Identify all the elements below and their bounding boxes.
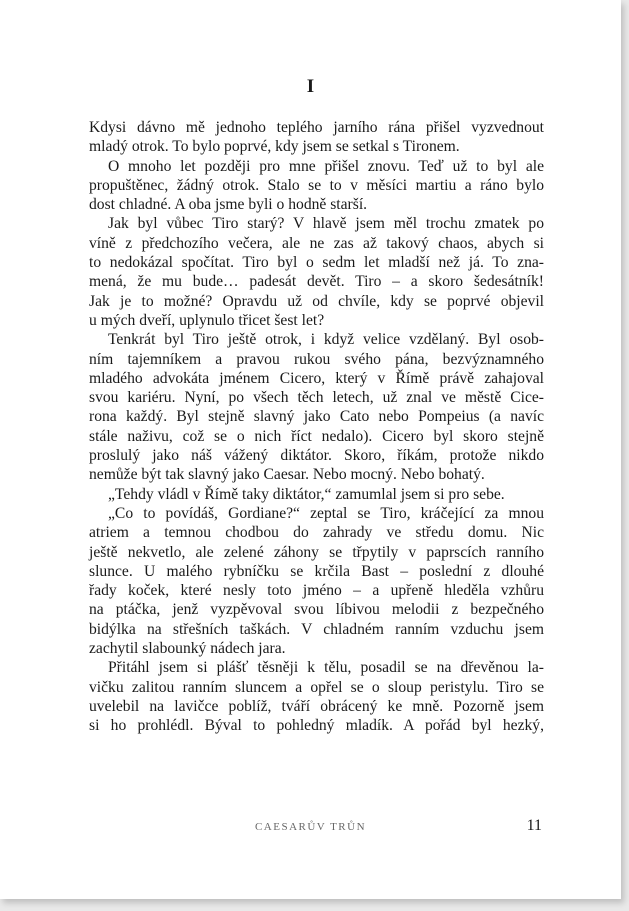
text-line: „Tehdy vládl v Římě taky diktátor,“ zamumlal jsem si pro sebe.: [108, 485, 505, 503]
text-line: Jak je to možné? Opravdu už od chvíle, kdy se poprvé objevil: [89, 292, 544, 310]
text-line: atriem a temnou chodbou do zahrady ve středu domu. Nic: [89, 524, 544, 542]
text-line: mladý otrok. To bylo poprvé, kdy jsem se setkal s Tironem.: [89, 138, 460, 156]
text-line: mená, že mu bude… padesát devět. Tiro – a skoro šedesátník!: [89, 273, 544, 291]
text-line: uvelebil na lavičce poblíž, tváří obrácený ke mně. Pozorně jsem: [89, 697, 544, 715]
text-line: bidýlka na střešních taškách. V chladném ranním vzduchu jsem: [89, 620, 544, 638]
text-line: proslulý jako náš vážený diktátor. Skoro, říkám, protože nikdo: [89, 447, 544, 465]
body-text: [89, 118, 544, 736]
running-footer-title: CAESARŮV TRŮN: [254, 821, 367, 833]
text-line: Kdysi dávno mě jednoho teplého jarního rána přišel vyzvednout: [89, 119, 544, 136]
text-line: nemůže být tak slavný jako Caesar. Nebo mocný. Nebo bohatý.: [89, 466, 485, 484]
page-number: 11: [526, 817, 542, 834]
text-line: O mnoho let později pro mne přišel znovu. Teď už to byl ale: [108, 157, 544, 175]
text-line: rona každý. Byl stejně slavný jako Cato nebo Pompeius (a navíc: [89, 408, 544, 426]
text-line: na ptáčka, jenž vyzpěvoval svou líbivou melodii z bezpečného: [89, 601, 544, 619]
text-line: stále naživu, což se o nich říct nedalo). Cicero byl skoro stejně: [89, 427, 544, 445]
text-line: „Co to povídáš, Gordiane?“ zeptal se Tiro, kráčející za mnou: [108, 504, 544, 522]
text-line: vičku zalitou ranním sluncem a opřel se o sloup peristylu. Tiro se: [89, 678, 544, 696]
text-line: mladého advokáta jménem Cicero, který v Římě právě zahajoval: [89, 369, 544, 387]
text-line: ním tajemníkem a pravou rukou svého pána, bezvýznamného: [89, 350, 544, 368]
text-line: řady koček, které nesly toto jméno – a upřeně hleděla vzhůru: [89, 582, 544, 600]
text-line: Přitáhl jsem si plášť těsněji k tělu, posadil se na dřevěnou la-: [108, 659, 544, 677]
text-line: u mých dveří, uplynulo třicet šest let?: [89, 311, 325, 329]
text-line: slunce. U malého rybníčku se krčila Bast – poslední z dlouhé: [89, 562, 544, 580]
text-line: ještě nekvetlo, ale zelené záhony se třpytily v paprscích ranního: [89, 543, 544, 561]
text-line: dost chladné. A oba jsme byli o hodně starší.: [89, 196, 368, 214]
text-line: zachytil slabounký nádech jara.: [89, 640, 286, 658]
text-line: víně z předchozího večera, ale ne zas až takový chaos, abych si: [89, 234, 544, 252]
text-line: si ho prohlédl. Býval to pohledný mladík. A pořád byl hezký,: [89, 717, 544, 735]
text-line: svou kariéru. Nyní, po všech těch letech, už znal ve městě Cice-: [89, 389, 544, 407]
text-line: to nedokázal spočítat. Tiro byl o sedm let mladší než já. To zna-: [89, 254, 544, 272]
text-line: Tenkrát byl Tiro ještě otrok, i když velice vzdělaný. Byl osob-: [108, 331, 544, 349]
text-line: Jak byl vůbec Tiro starý? V hlavě jsem měl trochu zmatek po: [108, 215, 544, 233]
chapter-number: I: [306, 76, 315, 97]
text-line: propuštěnec, žádný otrok. Stalo se to v měsíci martiu a ráno bylo: [89, 176, 544, 194]
